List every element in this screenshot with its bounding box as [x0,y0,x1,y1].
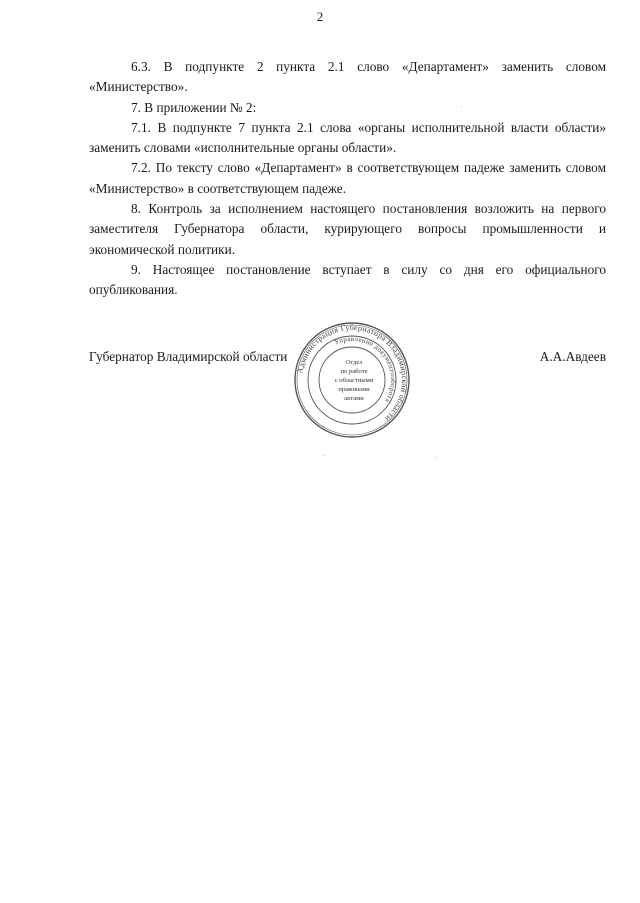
stamp-seal-graphic [292,320,412,440]
svg-text:актами: актами [344,395,364,402]
signatory-title: Губернатор Владимирской области [89,349,288,364]
scan-speck [461,106,462,107]
stamp-center-text [335,359,374,402]
paragraph-9: 9. Настоящее постановление вступает в силу со дня его официального опубликования. [89,261,606,298]
signatory-name: А.А.Авдеев [539,349,606,364]
svg-text:с областными: с областными [334,377,374,384]
stamp-inner-text: Управление документооборота [333,334,398,405]
svg-text:Отдел: Отдел [345,359,363,366]
paragraph-7-2: 7.2. По тексту слово «Департамент» в соответствующем падеже заменить словом «Министерство» в соответствующем падеже. [89,160,606,196]
page-number: 2 [316,9,324,24]
paragraph-6-3: 6.3. В подпункте 2 пункта 2.1 слово «Департамент» заменить словом «Министерство». [89,59,606,95]
paragraph-7-1: 7.1. В подпункте 7 пункта 2.1 слова «органы исполнительной власти области» заменить словами «исполнительные органы области». [89,119,606,156]
paragraph-7: 7. В приложении № 2: [131,99,257,115]
scan-speck [436,457,437,458]
official-stamp [292,320,412,440]
svg-text:по работе: по работе [340,368,368,375]
paragraph-8: 8. Контроль за исполнением настоящего постановления возложить на первого заместителя Губернатора области, курирующего вопросы промышленности и экономической политики. [89,201,606,257]
scan-speck [324,455,325,456]
svg-text:правовыми: правовыми [338,386,370,393]
document-body [89,57,606,301]
stamp-outer-text: Администрация Губернатора Владимирской области [295,322,410,424]
